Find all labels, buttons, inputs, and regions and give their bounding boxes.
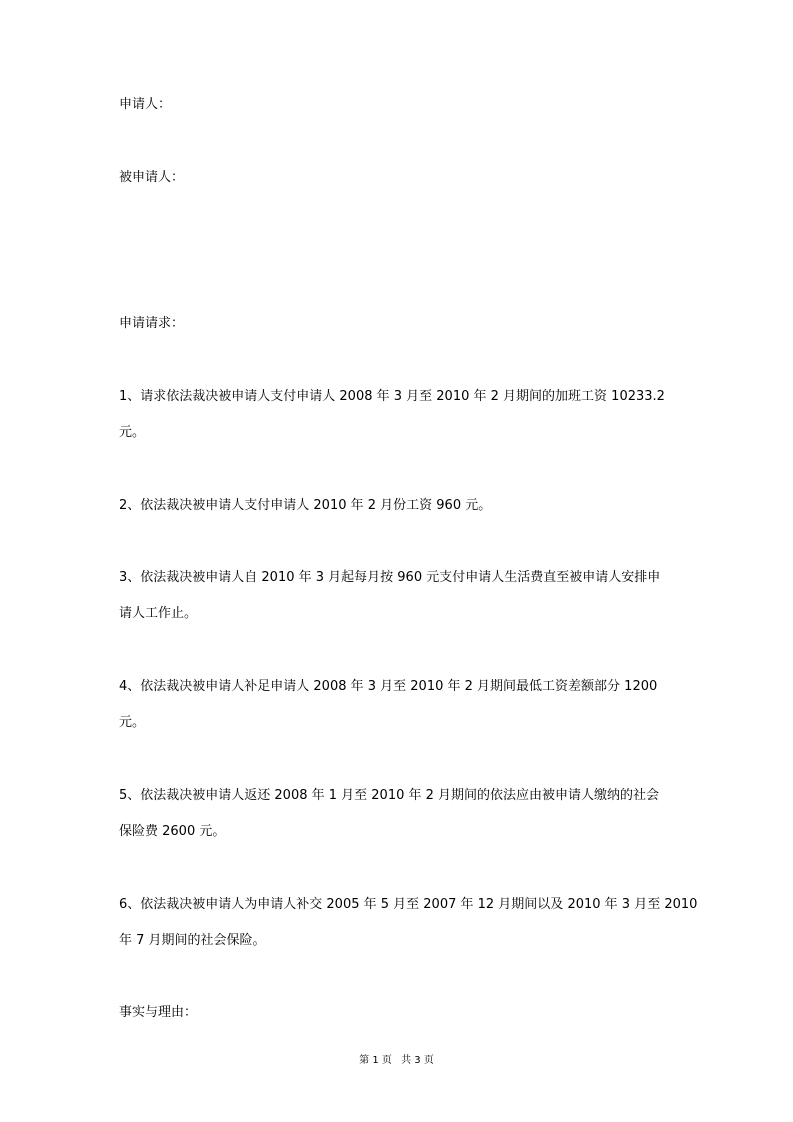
page-footer <box>0 1055 793 1067</box>
request-1-line-1: 1、请求依法裁决被申请人支付申请人 2008 年 3 月至 2010 年 2 月期间的加班工资 10233.2 <box>119 389 665 404</box>
request-1-line-2: 元。 <box>119 425 146 440</box>
request-6-line-2: 年 7 月期间的社会保险。 <box>119 933 266 948</box>
request-2-line-1: 2、依法裁决被申请人支付申请人 2010 年 2 月份工资 960 元。 <box>119 498 492 513</box>
request-4-line-2: 元。 <box>119 715 146 730</box>
respondent-label: 被申请人： <box>119 170 185 185</box>
request-4-line-1: 4、依法裁决被申请人补足申请人 2008 年 3 月至 2010 年 2 月期间最低工资差额部分 1200 <box>119 679 658 694</box>
applicant-label: 申请人： <box>119 97 172 112</box>
page-number: 第 1 页 <box>359 1055 392 1066</box>
page-total: 共 3 页 <box>401 1055 434 1066</box>
facts-heading: 事实与理由： <box>119 1005 198 1020</box>
request-6-line-1: 6、依法裁决被申请人为申请人补交 2005 年 5 月至 2007 年 12 月期间以及 2010 年 3 月至 2010 <box>119 897 698 912</box>
request-5-line-2: 保险费 2600 元。 <box>119 824 226 839</box>
request-5-line-1: 5、依法裁决被申请人返还 2008 年 1 月至 2010 年 2 月期间的依法应由被申请人缴纳的社会 <box>119 788 660 803</box>
request-3-line-1: 3、依法裁决被申请人自 2010 年 3 月起每月按 960 元支付申请人生活费直至被申请人安排申 <box>119 570 661 585</box>
request-3-line-2: 请人工作止。 <box>119 606 198 621</box>
requests-heading: 申请请求： <box>119 316 185 331</box>
